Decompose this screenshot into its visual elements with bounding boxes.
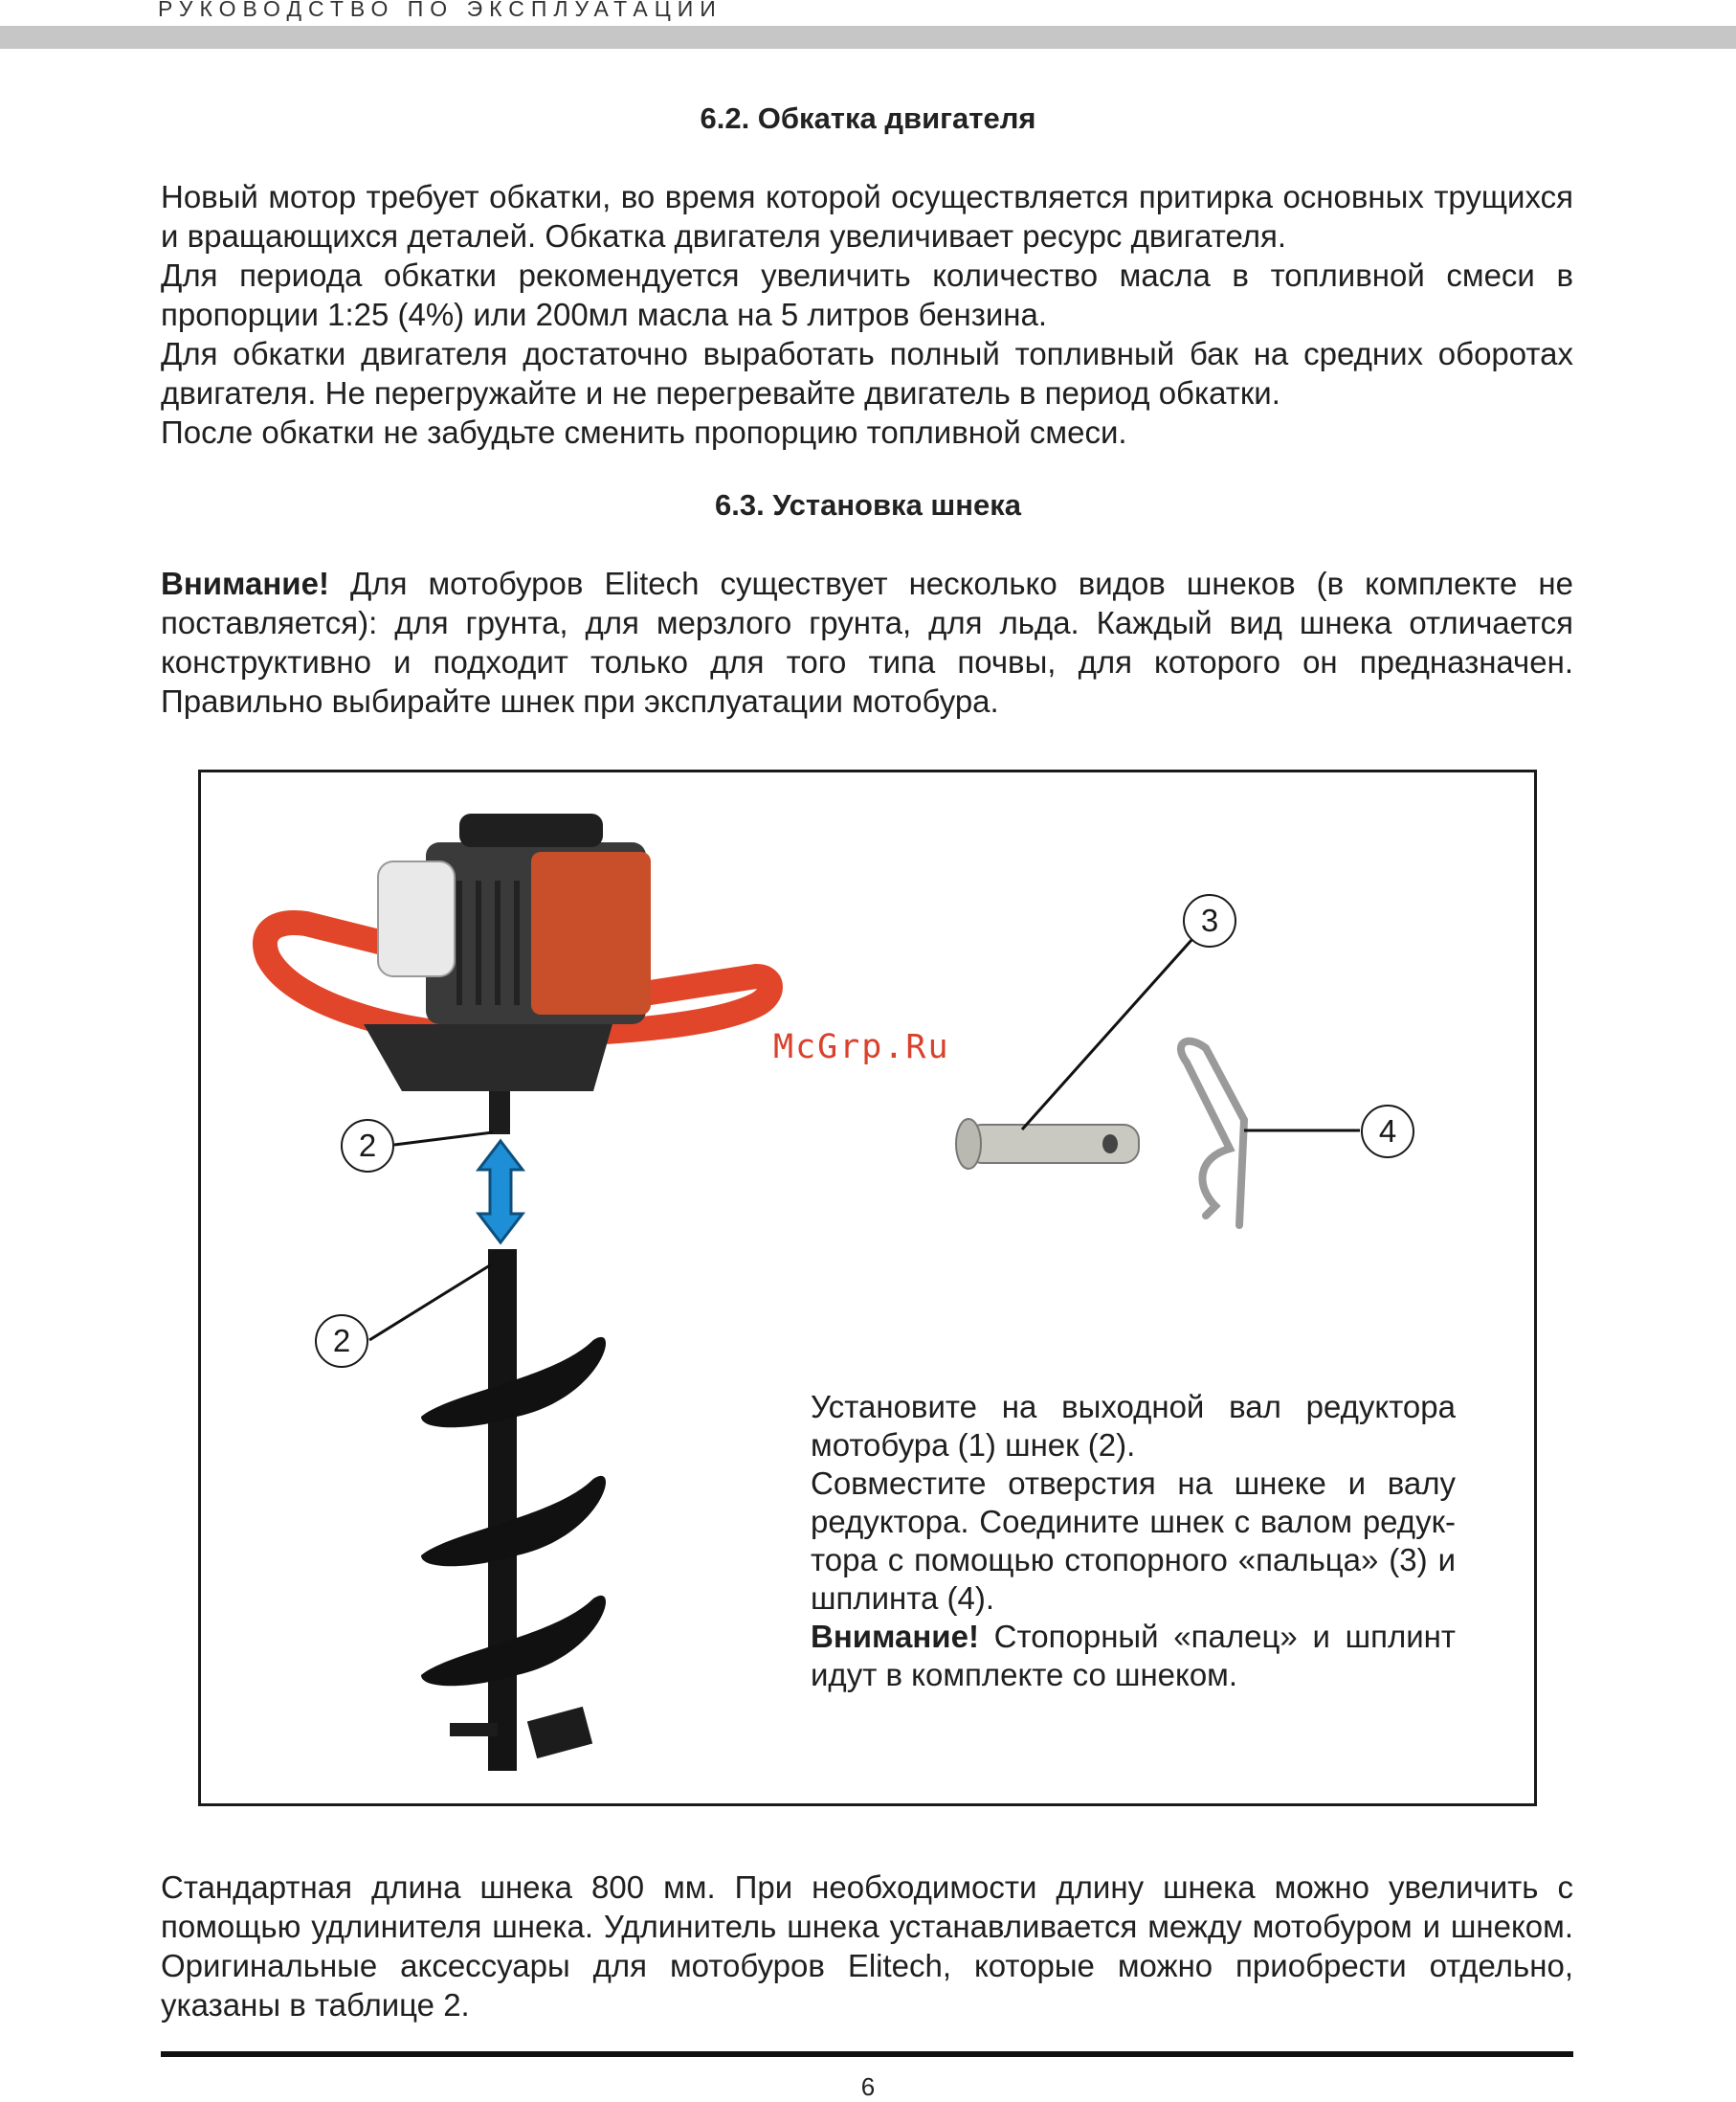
cotter-pin-image — [1181, 1041, 1244, 1225]
stop-pin-image — [956, 1119, 1139, 1169]
callout-2-shaft: 2 — [341, 1119, 394, 1173]
callout-4-cotter: 4 — [1361, 1105, 1414, 1158]
auger-blade — [527, 1707, 592, 1758]
leader-line-pin — [1022, 939, 1192, 1129]
auger-image — [421, 1249, 606, 1771]
pin-hole — [1102, 1134, 1118, 1153]
paragraph: Новый мотор требует обкатки, во время которой осуществляется притирка основных трущихся и вращающихся деталей. Обкатка двигателя увеличивает ресурс двигателя. — [161, 179, 1573, 254]
document-header-title: РУКОВОДСТВО ПО ЭКСПЛУАТАЦИИ — [158, 0, 723, 21]
auger-shaft — [488, 1249, 517, 1771]
instruction-text: Установите на выходной вал редуктора мотобура (1) шнек (2). — [811, 1389, 1456, 1463]
top-handle — [459, 814, 603, 847]
note-text: Стопорный «палец» и шплинт идут в комплекте со шнеком. — [811, 1619, 1456, 1692]
instruction-text: Совместите отверстия на шнеке и валу редуктора. Соедините шнек с валом редук-тора с помощью стопорного «пальца» (3) и шплинта (4). — [811, 1465, 1456, 1616]
paragraph: Стандартная длина шнека 800 мм. При необходимости длину шнека можно увеличить с помощью удлинителя шнека. Удлинитель шнека устанавливается между мотобуром и шнеком. Оригинальные аксессуары для мотобуров Elitech, которые можно приобрести отдельно, указаны в таблице 2. — [161, 1869, 1573, 2023]
section-title-6-2: 6.2. Обкатка двигателя — [700, 101, 1036, 135]
figure-instructions — [811, 1388, 1456, 1694]
section-title-6-3: 6.3. Установка шнека — [715, 488, 1021, 522]
output-shaft — [489, 1091, 510, 1134]
closing-paragraph — [161, 1867, 1573, 2024]
watermark-text: McGrp.Ru — [773, 1028, 950, 1066]
footer-rule — [161, 2051, 1573, 2057]
frame-base — [364, 1024, 612, 1091]
note-label: Внимание! — [811, 1619, 979, 1654]
leader-line-shaft — [394, 1132, 493, 1145]
engine-orange-cover — [531, 852, 651, 1015]
auger-tip — [450, 1723, 498, 1736]
warning-text: Для мотобуров Elitech существует несколько видов шнеков (в комплекте не поставляется): для грунта, для мерзлого грунта, для льда. Каждый вид шнека отличается конструктивно и подходит только для того типа почвы, для которого он предназначен. Правильно выбирайте шнек при эксплуатации мотобура. — [161, 566, 1573, 719]
paragraph: Для периода обкатки рекомендуется увеличить количество масла в топливной смеси в пропорции 1:25 (4%) или 200мл масла на 5 литров бензина. — [161, 257, 1573, 332]
double-arrow-icon — [479, 1141, 523, 1242]
paragraph: Для обкатки двигателя достаточно выработать полный топливный бак на средних оборотах двигателя. Не перегружайте и не перегревайте двигатель в период обкатки. — [161, 336, 1573, 411]
warning-label: Внимание! — [161, 566, 329, 601]
pin-head — [956, 1119, 981, 1169]
callout-2-auger: 2 — [315, 1314, 368, 1368]
fuel-tank — [378, 861, 455, 976]
page-number: 6 — [860, 2072, 876, 2101]
callout-3-pin: 3 — [1183, 894, 1236, 948]
motor-drill-image — [265, 814, 770, 1134]
paragraph: После обкатки не забудьте сменить пропорцию топливной смеси. — [161, 414, 1127, 450]
leader-line-auger — [369, 1263, 493, 1340]
